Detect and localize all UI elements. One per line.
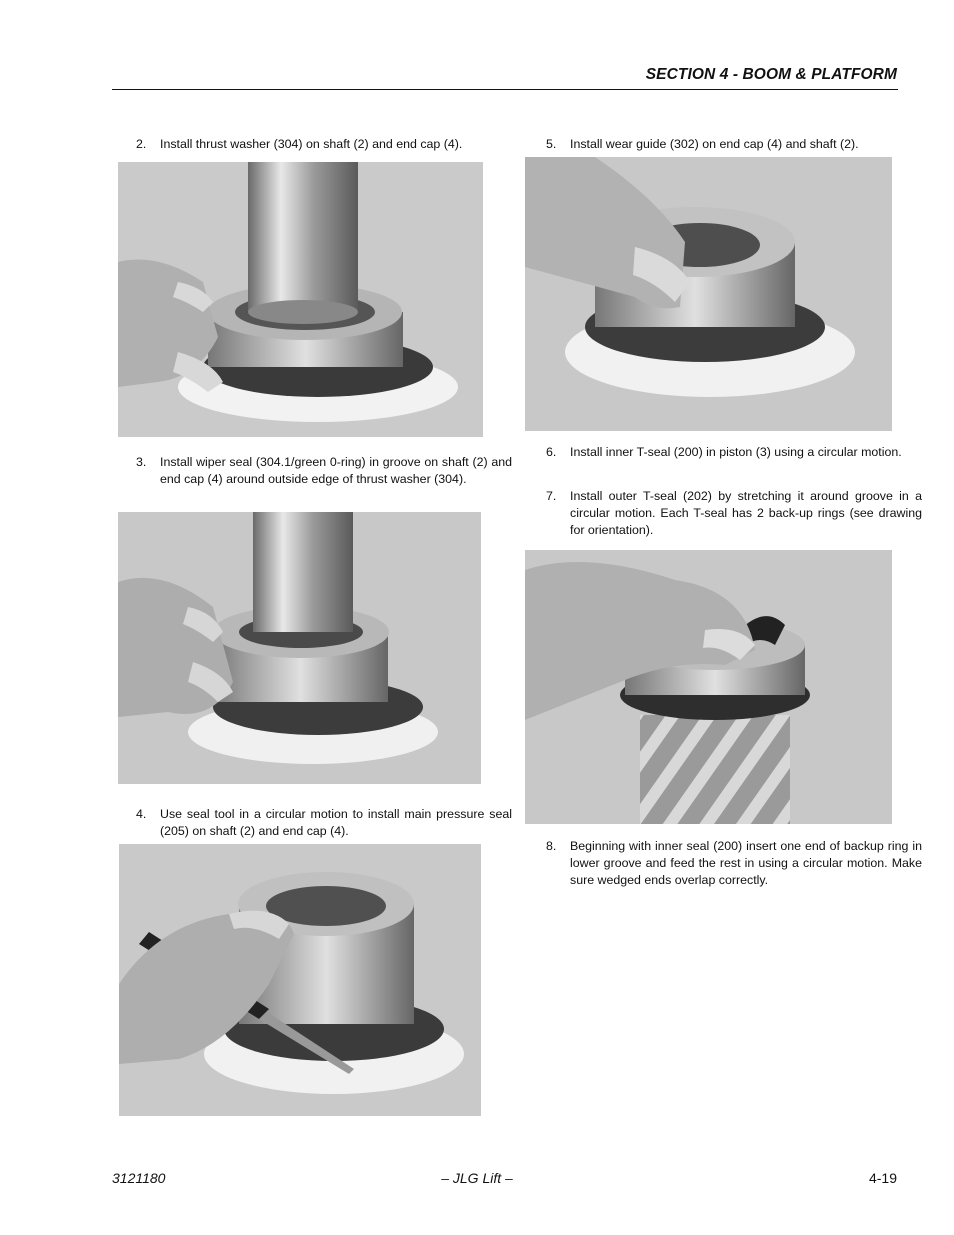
section-title: SECTION 4 - BOOM & PLATFORM [645,66,897,83]
step-7 [546,488,922,539]
photo-wiper-seal [118,512,481,784]
photo-thrust-washer [118,162,483,437]
header-divider [112,89,898,90]
footer-doc-number: 3121180 [112,1170,166,1186]
step-3-text: Install wiper seal (304.1/green 0-ring) in groove on shaft (2) and end cap (4) around outside edge of thrust washer (304). [160,455,512,486]
photo-seal-tool [119,844,481,1116]
step-5-number: 5. [546,137,557,151]
step-5-text: Install wear guide (302) on end cap (4) and shaft (2). [570,137,859,151]
footer-page-number: 4-19 [868,1170,897,1186]
step-2-number: 2. [136,137,147,151]
step-8-text: Beginning with inner seal (200) insert one end of backup ring in lower groove and feed the rest in using a circular motion. Make sure wedged ends overlap correctly. [570,839,922,887]
step-4-text: Use seal tool in a circular motion to install main pressure seal (205) on shaft (2) and end cap (4). [160,807,512,838]
step-6 [546,444,922,461]
step-4 [136,806,512,840]
step-3-number: 3. [136,455,147,469]
photo-wear-guide [525,157,892,431]
step-2 [136,136,512,153]
step-2-text: Install thrust washer (304) on shaft (2) and end cap (4). [160,137,463,151]
step-8 [546,838,922,889]
step-8-number: 8. [546,839,557,853]
step-6-text: Install inner T-seal (200) in piston (3) using a circular motion. [570,445,902,459]
step-6-number: 6. [546,445,557,459]
step-4-number: 4. [136,807,147,821]
photo-outer-t-seal [525,550,892,824]
footer-center-text: – JLG Lift – [441,1170,513,1186]
step-5 [546,136,922,153]
step-7-number: 7. [546,489,557,503]
step-7-text: Install outer T-seal (202) by stretching it around groove in a circular motion. Each T-seal has 2 back-up rings (see drawing for orientation). [570,489,922,537]
step-3 [136,454,512,488]
